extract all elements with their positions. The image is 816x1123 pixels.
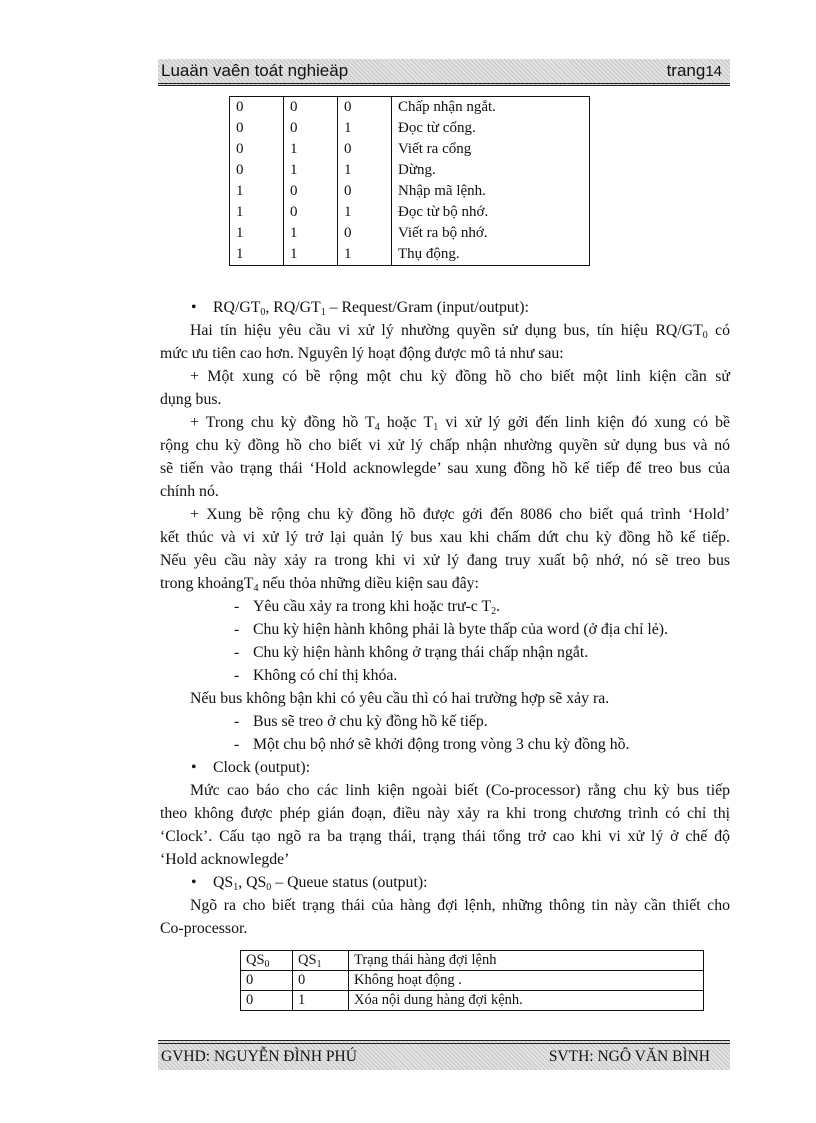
paragraph-line: mức ưu tiên cao hơn. Nguyên lý hoạt động được mô tả như sau: [160,345,564,362]
paragraph-line: + Trong chu kỳ đồng hồ $T_4$ hoặc $T_1$ vi xử lý gởi đến linh kiện đó xung có bề [190,414,730,433]
paragraph-line: Ngõ ra cho biết trạng thái của hàng đợi lệnh, những thông tin này cần thiết cho [190,897,730,914]
paragraph-line: ‘Clock’. Cấu tạo ngõ ra ba trạng thái, trạng thái tổng trở cao khi vi xử lý ở chế độ [160,828,730,845]
table-row: 1 1 1 Thụ động. [230,244,590,266]
table-row: 1 0 1 Đọc từ bộ nhớ. [230,202,590,223]
list-item: - Yêu cầu xảy ra trong khi hoặc trư-c $T_2$. [253,595,500,618]
list-item: - Chu kỳ hiện hành không ở trạng thái chấp nhận ngắt. [253,641,588,664]
rq-gt-heading: • $RQ/GT_0$, $RQ/GT_1$ – Request/Gram (input/output): [213,296,529,319]
paragraph-line: ‘Hold acknowlegde’ [160,851,290,868]
table-row: 0 1 1 Dừng. [230,160,590,181]
footer-advisor: GVHD: NGUYỄN ĐÌNH PHÚ [161,1048,357,1065]
bus-status-table [229,96,590,266]
page-number-value: 14 [705,63,722,80]
table-row: 1 0 0 Nhập mã lệnh. [230,181,590,202]
list-item: - Chu kỳ hiện hành không phải là byte thấp của word (ở địa chỉ lẻ). [253,618,668,641]
paragraph-line: + Xung bề rộng chu kỳ đồng hồ được gởi đến 8086 cho biết quá trình ‘Hold’ [190,506,730,523]
table-row: 1 1 0 Viết ra bộ nhớ. [230,223,590,244]
paragraph-line: kết thúc và vi xử lý trở lại quản lý bus xau khi chấm dứt chu kỳ đồng hồ kế tiếp. [160,529,730,546]
table-row: 0 0 0 Chấp nhận ngắt. [230,97,590,119]
table-row: 0 0 Không hoạt động . [241,971,704,991]
list-item: - Bus sẽ treo ở chu kỳ đồng hồ kế tiếp. [253,710,488,733]
table-header-row: $QS_0$ $QS_1$ Trạng thái hàng đợi lệnh [241,951,704,971]
table-row: 0 1 0 Viết ra cổng [230,139,590,160]
paragraph-line: Nếu bus không bận khi có yêu cầu thì có hai trường hợp sẽ xảy ra. [190,690,610,707]
paragraph-line: Mức cao báo cho các linh kiện ngoài biết (Co-processor) rằng chu kỳ bus tiếp [190,782,730,799]
paragraph-line: dụng bus. [160,391,222,408]
clock-heading: • Clock (output): [213,756,310,779]
list-item: - Không có chỉ thị khóa. [253,664,397,687]
table-row: 0 0 1 Đọc từ cổng. [230,118,590,139]
page-number [667,61,722,81]
paragraph-line: Nếu yêu cầu này xảy ra trong khi vi xử lý đang truy xuất bộ nhớ, nó sẽ treo bus [160,552,730,569]
paragraph-line: sẽ tiến vào trạng thái ‘Hold acknowlegde’ sau xung đồng hồ kế tiếp để treo bus của [160,460,730,477]
list-item: - Một chu bộ nhớ sẽ khởi động trong vòng 3 chu kỳ đồng hồ. [253,733,630,756]
paragraph-line: trong khoảngT$_4$ nếu thỏa những diều kiện sau đây: [160,575,479,594]
header-title: Luaän vaên toát nghieäp [161,61,349,80]
paragraph-line: Hai tín hiệu yêu cầu vi xử lý nhường quyền sử dụng bus, tín hiệu $RQ/GT_0$ có [190,322,731,341]
table-row: 0 1 Xóa nội dung hàng đợi kệnh. [241,991,704,1011]
page-footer [158,1040,730,1070]
page-header [158,59,730,86]
paragraph-line: chính nó. [160,483,219,500]
paragraph-line: rộng chu kỳ đồng hồ cho biết vi xử lý chấp nhận nhường quyền sử dụng bus và nó [160,437,730,454]
footer-student: SVTH: NGÔ VĂN BÌNH [548,1048,710,1065]
paragraph-line: theo không được phép gián đoạn, điều này xảy ra khi trong chương trình có chỉ thị [160,805,730,822]
qs-heading: • $QS_1$, $QS_0$ – Queue status (output): [213,871,427,894]
paragraph-line: Co-processor. [160,920,248,937]
queue-status-table [240,950,704,1011]
page-label: trang [666,61,706,80]
paragraph-line: + Một xung có bề rộng một chu kỳ đồng hồ cho biết một linh kiện cần sử [190,368,730,385]
